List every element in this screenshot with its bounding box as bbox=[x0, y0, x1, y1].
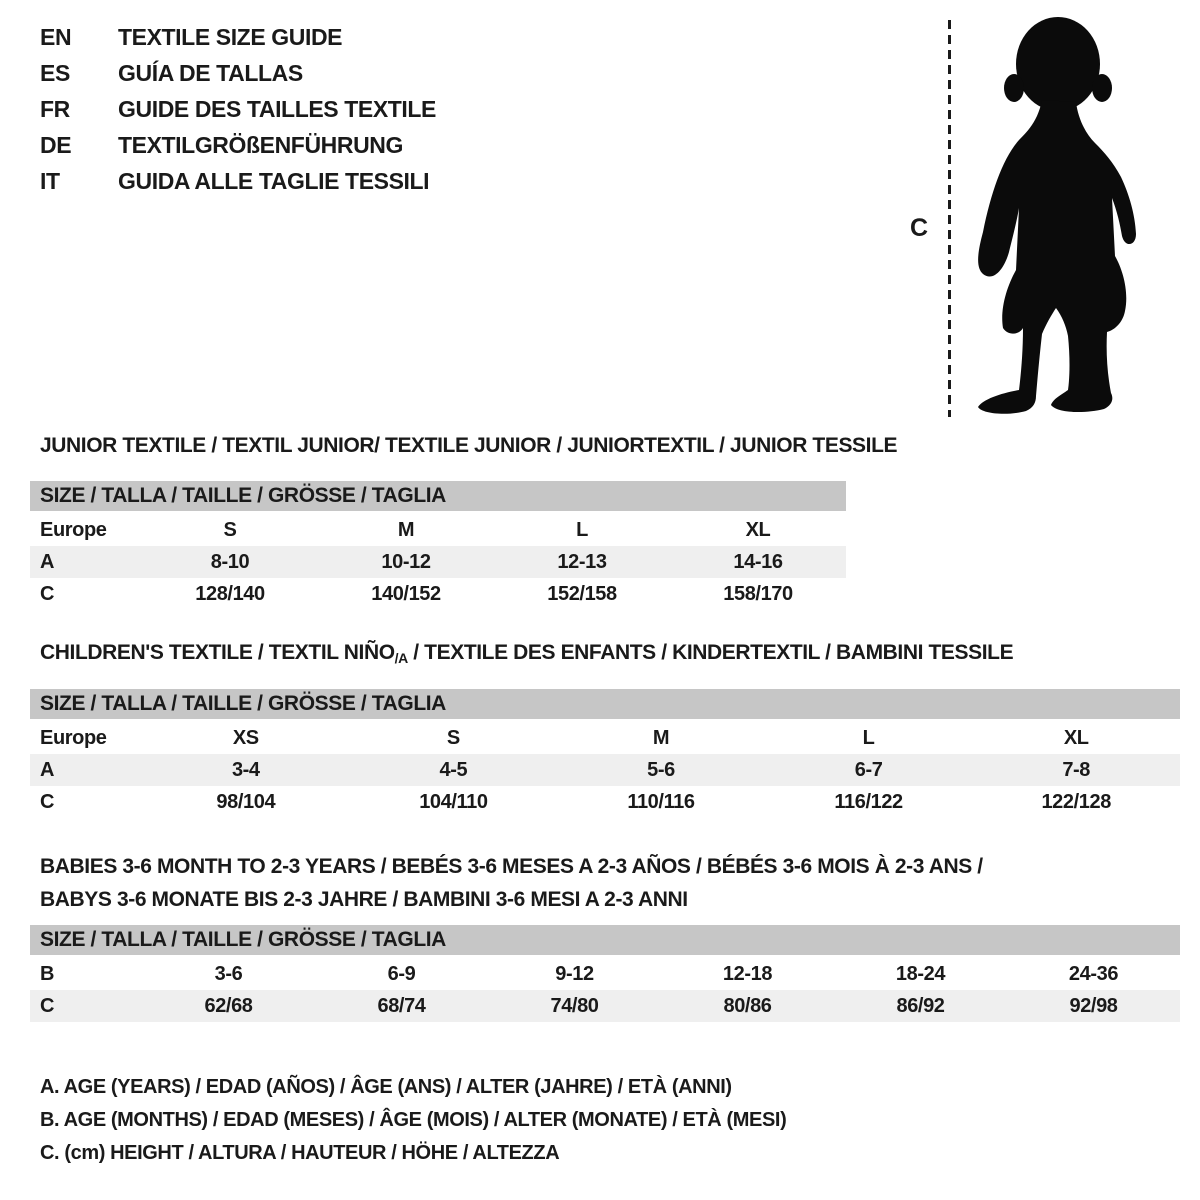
table-cell: 18-24 bbox=[895, 962, 946, 985]
lang-title-de: TEXTILGRÖßENFÜHRUNG bbox=[118, 132, 403, 158]
row-label: B bbox=[40, 962, 55, 985]
table-row-age bbox=[30, 754, 1180, 786]
legend-line-b: B. AGE (MONTHS) / EDAD (MESES) / ÂGE (MOIS) / ALTER (MONATE) / ETÀ (MESI) bbox=[40, 1109, 787, 1131]
toddler-silhouette-icon bbox=[966, 14, 1138, 416]
legend-line-c: C. (cm) HEIGHT / ALTURA / HAUTEUR / HÖHE / ALTEZZA bbox=[40, 1142, 560, 1164]
table-cell: 158/170 bbox=[723, 582, 793, 605]
row-label: C bbox=[40, 582, 55, 605]
table-cell: 4-5 bbox=[439, 758, 468, 781]
table-row-age bbox=[30, 546, 846, 578]
height-measure-dashed-line bbox=[948, 20, 951, 417]
lang-code-es: ES bbox=[40, 60, 70, 86]
table-cell: 7-8 bbox=[1062, 758, 1091, 781]
lang-code-de: DE bbox=[40, 132, 72, 158]
row-label: Europe bbox=[40, 726, 107, 749]
table-cell: 92/98 bbox=[1069, 994, 1118, 1017]
title-line: BABYS 3-6 MONATE BIS 2-3 JAHRE / BAMBINI 3-6 MESI A 2-3 ANNI bbox=[40, 888, 688, 911]
lang-code-en: EN bbox=[40, 24, 72, 50]
lang-title-fr: GUIDE DES TAILLES TEXTILE bbox=[118, 96, 436, 122]
title-text: CHILDREN'S TEXTILE / TEXTIL NIÑO bbox=[40, 641, 395, 664]
table-cell: 140/152 bbox=[371, 582, 441, 605]
table-cell: L bbox=[862, 726, 875, 749]
height-measure-label: C bbox=[910, 214, 928, 242]
junior-size-table bbox=[30, 481, 846, 610]
row-label: A bbox=[40, 758, 55, 781]
title-line: BABIES 3-6 MONTH TO 2-3 YEARS / BEBÉS 3-6 MESES A 2-3 AÑOS / BÉBÉS 3-6 MOIS À 2-3 ANS / bbox=[40, 855, 983, 878]
table-cell: 5-6 bbox=[647, 758, 675, 781]
table-cell: 62/68 bbox=[204, 994, 253, 1017]
table-cell: 74/80 bbox=[550, 994, 599, 1017]
row-label: A bbox=[40, 550, 55, 573]
babies-size-table bbox=[30, 925, 1180, 1022]
row-label: C bbox=[40, 994, 55, 1017]
lang-title-en: TEXTILE SIZE GUIDE bbox=[118, 24, 343, 50]
table-cell: 10-12 bbox=[381, 550, 431, 573]
table-cell: 3-6 bbox=[214, 962, 243, 985]
table-cell: S bbox=[223, 518, 237, 541]
table-cell: 68/74 bbox=[377, 994, 426, 1017]
size-header-bar: SIZE / TALLA / TAILLE / GRÖSSE / TAGLIA bbox=[30, 925, 1180, 955]
table-cell: 98/104 bbox=[216, 790, 276, 813]
table-cell: 6-9 bbox=[387, 962, 416, 985]
table-cell: XS bbox=[232, 726, 259, 749]
title-subscript: /A bbox=[394, 650, 408, 666]
section-title-babies bbox=[40, 850, 983, 916]
table-cell: 24-36 bbox=[1068, 962, 1119, 985]
table-cell: XL bbox=[745, 518, 771, 541]
title-text: / TEXTILE DES ENFANTS / KINDERTEXTIL / BAMBINI TESSILE bbox=[407, 641, 1014, 664]
table-cell: 12-18 bbox=[722, 962, 773, 985]
lang-title-it: GUIDA ALLE TAGLIE TESSILI bbox=[118, 168, 430, 194]
children-size-table bbox=[30, 689, 1180, 818]
table-cell: 6-7 bbox=[854, 758, 883, 781]
row-label: C bbox=[40, 790, 55, 813]
section-title-children bbox=[40, 641, 1013, 670]
table-cell: M bbox=[652, 726, 670, 749]
lang-code-fr: FR bbox=[40, 96, 70, 122]
size-header-bar: SIZE / TALLA / TAILLE / GRÖSSE / TAGLIA bbox=[30, 689, 1180, 719]
table-cell: 12-13 bbox=[557, 550, 607, 573]
table-cell: 152/158 bbox=[547, 582, 617, 605]
size-header-bar: SIZE / TALLA / TAILLE / GRÖSSE / TAGLIA bbox=[30, 481, 846, 511]
table-cell: 8-10 bbox=[210, 550, 250, 573]
table-cell: S bbox=[446, 726, 460, 749]
table-row-height bbox=[30, 990, 1180, 1022]
lang-title-es: GUÍA DE TALLAS bbox=[118, 60, 303, 86]
table-cell: 86/92 bbox=[896, 994, 945, 1017]
table-cell: 3-4 bbox=[231, 758, 260, 781]
lang-code-it: IT bbox=[40, 168, 60, 194]
table-row-months bbox=[30, 958, 1180, 990]
language-title-list bbox=[40, 26, 436, 193]
table-cell: L bbox=[576, 518, 588, 541]
table-cell: M bbox=[397, 518, 415, 541]
table-row-height bbox=[30, 578, 846, 610]
section-title-junior: JUNIOR TEXTILE / TEXTIL JUNIOR/ TEXTILE JUNIOR / JUNIORTEXTIL / JUNIOR TESSILE bbox=[40, 434, 898, 457]
row-label: Europe bbox=[40, 518, 107, 541]
table-row-europe bbox=[30, 514, 846, 546]
table-cell: 128/140 bbox=[195, 582, 265, 605]
table-cell: 9-12 bbox=[555, 962, 594, 985]
legend-line-a: A. AGE (YEARS) / EDAD (AÑOS) / ÂGE (ANS) / ALTER (JAHRE) / ETÀ (ANNI) bbox=[40, 1076, 732, 1098]
table-cell: 104/110 bbox=[419, 790, 488, 813]
table-cell: 122/128 bbox=[1041, 790, 1111, 813]
table-row-height bbox=[30, 786, 1180, 818]
measurement-legend bbox=[40, 1071, 786, 1170]
table-cell: XL bbox=[1063, 726, 1089, 749]
table-row-europe bbox=[30, 722, 1180, 754]
table-cell: 110/116 bbox=[627, 790, 695, 813]
table-cell: 80/86 bbox=[723, 994, 772, 1017]
table-cell: 14-16 bbox=[733, 550, 783, 573]
table-cell: 116/122 bbox=[834, 790, 903, 813]
